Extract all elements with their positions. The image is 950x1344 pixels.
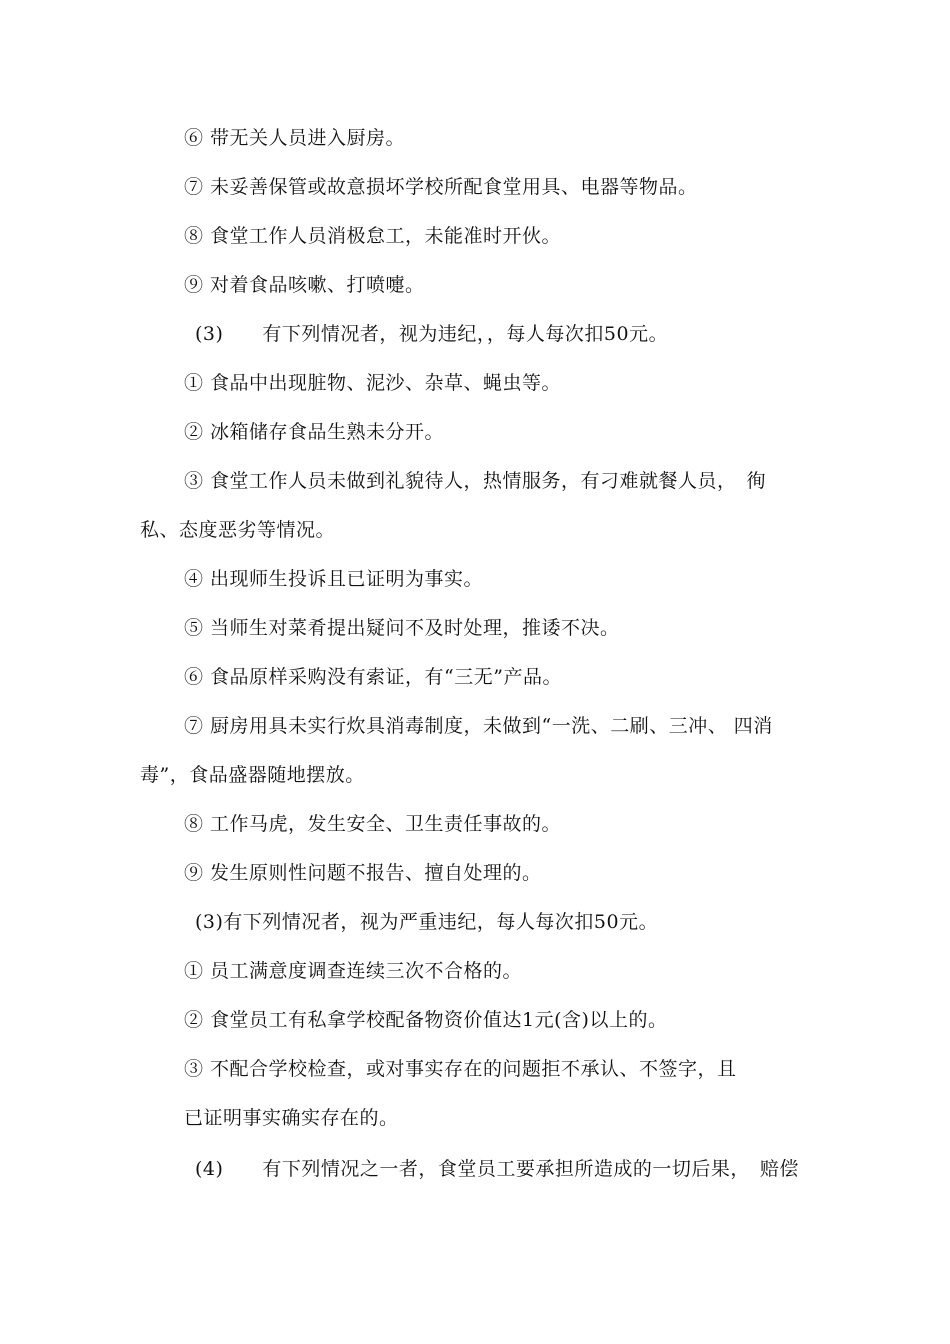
section-heading: (4) 有下列情况之一者，食堂员工要承担所造成的一切后果， 赔偿 bbox=[195, 1158, 799, 1180]
paragraph-line: ⑨ 发生原则性问题不报告、擅自处理的。 bbox=[184, 862, 542, 884]
paragraph-line: ③ 食堂工作人员未做到礼貌待人，热情服务，有刁难就餐人员， 徇 bbox=[184, 470, 767, 492]
paragraph-line: ③ 不配合学校检查，或对事实存在的问题拒不承认、不签字，且 bbox=[184, 1058, 737, 1080]
paragraph-line: ② 冰箱储存食品生熟未分开。 bbox=[184, 421, 445, 443]
paragraph-line: 私、态度恶劣等情况。 bbox=[140, 519, 336, 541]
paragraph-line: ② 食堂员工有私拿学校配备物资价值达1元(含)以上的。 bbox=[184, 1009, 668, 1031]
paragraph-line: ① 员工满意度调查连续三次不合格的。 bbox=[184, 960, 523, 982]
paragraph-line: ⑥ 带无关人员进入厨房。 bbox=[184, 127, 406, 149]
section-heading: (3)有下列情况者，视为严重违纪，每人每次扣50元。 bbox=[195, 911, 659, 933]
paragraph-line: 毒”，食品盛器随地摆放。 bbox=[140, 764, 365, 786]
paragraph-line: ⑨ 对着食品咳嗽、打喷嚏。 bbox=[184, 274, 425, 296]
paragraph-line: ⑤ 当师生对菜肴提出疑问不及时处理，推诿不决。 bbox=[184, 617, 620, 639]
paragraph-line: ⑧ 工作马虎，发生安全、卫生责任事故的。 bbox=[184, 813, 562, 835]
paragraph-line: ⑧ 食堂工作人员消极怠工，未能准时开伙。 bbox=[184, 225, 562, 247]
paragraph-line: 已证明事实确实存在的。 bbox=[184, 1107, 399, 1129]
section-heading: (3) 有下列情况者，视为违纪，，每人每次扣50元。 bbox=[195, 323, 669, 345]
paragraph-line: ④ 出现师生投诉且已证明为事实。 bbox=[184, 568, 484, 590]
paragraph-line: ⑦ 未妥善保管或故意损坏学校所配食堂用具、电器等物品。 bbox=[184, 176, 698, 198]
paragraph-line: ⑥ 食品原样采购没有索证，有“三无”产品。 bbox=[184, 666, 562, 688]
paragraph-line: ① 食品中出现脏物、泥沙、杂草、蝇虫等。 bbox=[184, 372, 562, 394]
paragraph-line: ⑦ 厨房用具未实行炊具消毒制度，未做到“一洗、二刷、三冲、 四消 bbox=[184, 715, 773, 737]
